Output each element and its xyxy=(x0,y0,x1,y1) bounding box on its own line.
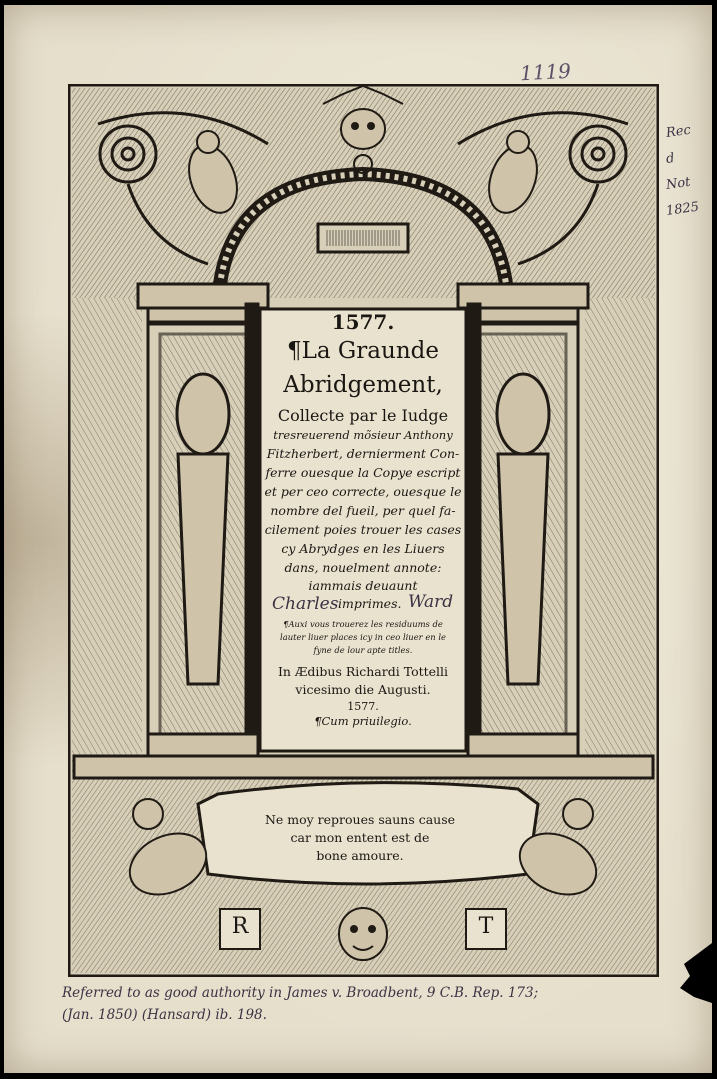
collecte-line: Collecte par le Iudge xyxy=(277,406,449,425)
year-bottom: 1577. xyxy=(347,700,379,713)
initial-r: R xyxy=(231,914,249,939)
small-line: ¶Auxi vous trouerez les residuums de xyxy=(283,619,443,629)
italic-line: ferre ouesque la Copye escript xyxy=(265,465,461,480)
motto-line: Ne moy reproues sauns cause xyxy=(264,812,456,827)
printer-line: vicesimo die Augusti. xyxy=(295,682,431,697)
small-line: lauter liuer places icy in ceo liuer en le xyxy=(280,632,446,642)
margin-note-line: Not xyxy=(665,174,692,193)
title-line-2: Abridgement, xyxy=(283,372,443,398)
margin-note-line: Rec xyxy=(665,122,692,141)
italic-line: dans, nouelment annote: xyxy=(284,560,442,575)
printer-line: In Ædibus Richardi Tottelli xyxy=(277,664,449,679)
italic-line: Fitzherbert, dernierment Con- xyxy=(266,446,460,461)
italic-line: tresreuerend mõsieur Anthony xyxy=(273,428,453,442)
handwritten-name-charles: Charles xyxy=(272,594,339,614)
margin-note-line: 1825 xyxy=(665,199,700,219)
title-line-1: ¶La Graunde xyxy=(287,338,439,364)
motto-line: bone amoure. xyxy=(316,848,404,863)
italic-line: cy Abrydges en les Liuers xyxy=(281,541,445,556)
torn-corner xyxy=(672,943,712,1003)
handwritten-note-line-2: (Jan. 1850) (Hansard) ib. 198. xyxy=(62,1007,267,1023)
imprimes-word: imprimes. xyxy=(338,596,402,611)
imprimes-row xyxy=(260,594,466,618)
italic-line: cilement poies trouer les cases xyxy=(264,522,462,537)
title-panel xyxy=(260,306,466,746)
year-top: 1577. xyxy=(331,310,395,334)
italic-line: iammais deuaunt xyxy=(308,578,418,593)
privilege-line: ¶Cum priuilegio. xyxy=(314,714,412,728)
italic-line: nombre del fueil, per quel fa- xyxy=(270,503,456,518)
margin-note xyxy=(666,118,710,218)
handwritten-name-ward: Ward xyxy=(408,592,454,612)
motto-line: car mon entent est de xyxy=(290,830,430,845)
italic-line: et per ceo correcte, ouesque le xyxy=(264,484,462,499)
initial-t: T xyxy=(478,914,494,939)
handwritten-note-line-1: Referred to as good authority in James v. Broadbent, 9 C.B. Rep. 173; xyxy=(62,985,539,1001)
handwritten-shelf-mark: 1119 xyxy=(519,58,572,86)
small-line: fyne de lour apte titles. xyxy=(313,645,413,655)
motto-cartouche xyxy=(230,810,490,870)
margin-note-line: d xyxy=(665,150,676,167)
